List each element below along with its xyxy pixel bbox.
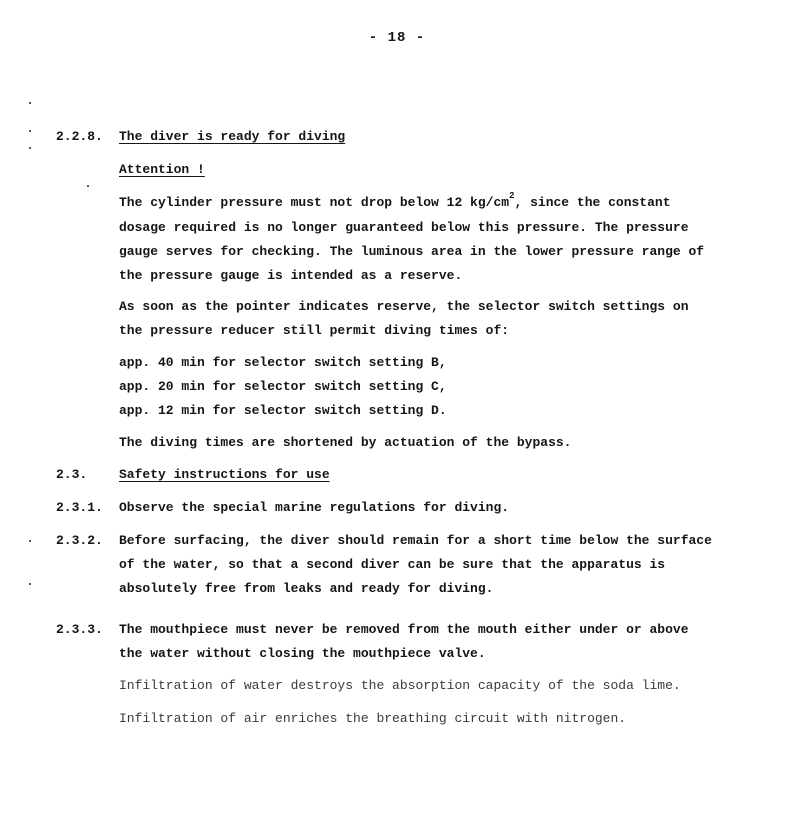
section-number-2-3: 2.3.: [56, 467, 88, 482]
scan-speck: [29, 147, 31, 149]
paragraph-line: dosage required is no longer guaranteed below this pressure. The pressure: [119, 220, 689, 235]
paragraph-line: the pressure reducer still permit diving times of:: [119, 323, 510, 338]
section-heading-2-3: Safety instructions for use: [119, 467, 330, 482]
page-number: - 18 -: [368, 30, 426, 46]
paragraph-line: The cylinder pressure must not drop below 12 $kg/cm^2$, since the constant: [119, 190, 671, 210]
scan-speck: [29, 583, 31, 585]
diving-time-item: app. 40 min for selector switch setting B,: [119, 355, 447, 370]
diving-time-item: app. 12 min for selector switch setting D.: [119, 403, 447, 418]
paragraph-line: absolutely free from leaks and ready for diving.: [119, 581, 494, 596]
section-text-2-3-1: Observe the special marine regulations for diving.: [119, 500, 510, 515]
diving-time-item: app. 20 min for selector switch setting C,: [119, 379, 447, 394]
scan-speck: [29, 130, 31, 132]
scan-speck: [29, 540, 31, 542]
paragraph-line: As soon as the pointer indicates reserve, the selector switch settings on: [119, 299, 689, 314]
section-number-2-3-2: 2.3.2.: [56, 533, 103, 548]
paragraph-line: of the water, so that a second diver can be sure that the apparatus is: [119, 557, 666, 572]
paragraph-line: The mouthpiece must never be removed from the mouth either under or above: [119, 622, 689, 637]
note-line: Infiltration of water destroys the absorption capacity of the soda lime.: [119, 678, 681, 693]
paragraph-line: the water without closing the mouthpiece valve.: [119, 646, 486, 661]
scan-speck: [29, 102, 31, 104]
section-heading-2-2-8: The diver is ready for diving: [119, 129, 346, 144]
paragraph-line: the pressure gauge is intended as a reserve.: [119, 268, 463, 283]
paragraph-line: Before surfacing, the diver should remain for a short time below the surface: [119, 533, 712, 548]
note-line: Infiltration of air enriches the breathing circuit with nitrogen.: [119, 711, 627, 726]
attention-heading: Attention !: [119, 162, 205, 177]
section-number-2-3-3: 2.3.3.: [56, 622, 103, 637]
paragraph-line: The diving times are shortened by actuation of the bypass.: [119, 435, 572, 450]
section-number-2-3-1: 2.3.1.: [56, 500, 103, 515]
paragraph-line: gauge serves for checking. The luminous area in the lower pressure range of: [119, 244, 705, 259]
scan-speck: [87, 185, 89, 187]
section-number-2-2-8: 2.2.8.: [56, 129, 103, 144]
superscript: 2: [509, 190, 515, 201]
